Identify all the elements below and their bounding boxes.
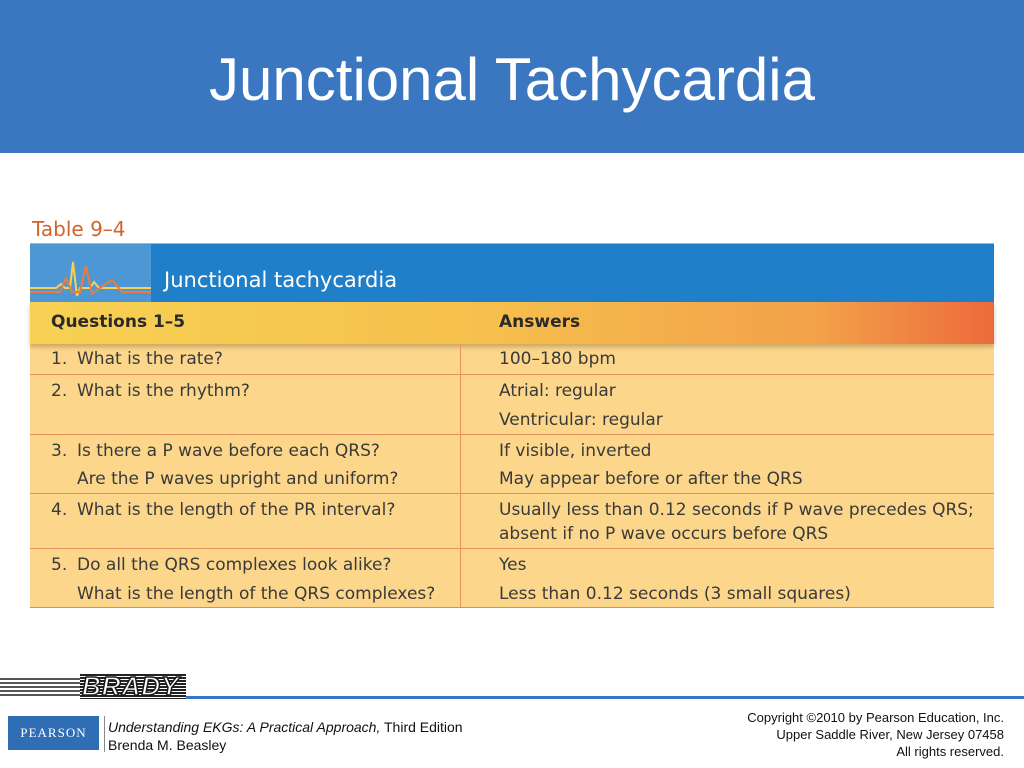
- column-header-row: [30, 302, 994, 344]
- answer-text: 100–180 bpm: [499, 349, 616, 369]
- question-text: Do all the QRS complexes look alike?: [77, 555, 392, 575]
- question-number: 5.: [51, 555, 68, 575]
- question-text: Is there a P wave before each QRS?: [77, 441, 380, 461]
- footer-vertical-divider: [104, 716, 105, 752]
- table-row: [30, 374, 994, 434]
- question-text: What is the length of the PR interval?: [77, 500, 396, 520]
- question-number: 1.: [51, 349, 68, 369]
- brady-logo-stripes: [0, 678, 80, 698]
- questions-column-header: Questions 1–5: [51, 312, 186, 332]
- table-row: [30, 434, 994, 493]
- table-heading: Junctional tachycardia: [164, 268, 398, 292]
- table-row: [30, 548, 994, 607]
- answer-text: May appear before or after the QRS: [499, 469, 803, 489]
- book-author: Brenda M. Beasley: [108, 737, 227, 753]
- address-line: Upper Saddle River, New Jersey 07458: [776, 727, 1004, 742]
- book-title: Understanding EKGs: A Practical Approach,: [108, 719, 381, 735]
- slide-title: Junctional Tachycardia: [209, 46, 815, 113]
- rights-line: All rights reserved.: [896, 744, 1004, 759]
- brady-logo-text: BRADY: [82, 674, 180, 699]
- question-number: 3.: [51, 441, 68, 461]
- question-text: What is the rhythm?: [77, 381, 250, 401]
- table-heading-bar: [30, 243, 994, 302]
- answer-text: Atrial: regular: [499, 381, 616, 401]
- brady-logo: [80, 674, 186, 699]
- question-text: What is the rate?: [77, 349, 223, 369]
- slide-title-bar: [0, 0, 1024, 153]
- answer-text: Yes: [499, 555, 527, 575]
- table-label: Table 9–4: [32, 217, 126, 241]
- answer-text: Ventricular: regular: [499, 410, 663, 430]
- answer-text: If visible, inverted: [499, 441, 652, 461]
- table-row: [30, 344, 994, 374]
- pearson-logo: PEARSON: [8, 716, 99, 750]
- table-row: [30, 493, 994, 548]
- question-number: 4.: [51, 500, 68, 520]
- answer-text: Less than 0.12 seconds (3 small squares): [499, 584, 851, 604]
- answers-column-header: Answers: [499, 312, 581, 332]
- footer-divider: [186, 696, 1024, 699]
- copyright-line: Copyright ©2010 by Pearson Education, Inc.: [747, 710, 1004, 725]
- question-text: Are the P waves upright and uniform?: [77, 469, 399, 489]
- book-credit: [108, 718, 463, 754]
- copyright-notice: [747, 709, 1004, 760]
- question-number: 2.: [51, 381, 68, 401]
- book-edition: Third Edition: [380, 719, 463, 735]
- rhythm-table: [30, 243, 994, 608]
- ekg-waveform-icon: [30, 244, 151, 303]
- answer-text: Usually less than 0.12 seconds if P wave precedes QRS;: [499, 500, 974, 520]
- table-body: [30, 344, 994, 608]
- question-text: What is the length of the QRS complexes?: [77, 584, 436, 604]
- answer-text: absent if no P wave occurs before QRS: [499, 524, 829, 544]
